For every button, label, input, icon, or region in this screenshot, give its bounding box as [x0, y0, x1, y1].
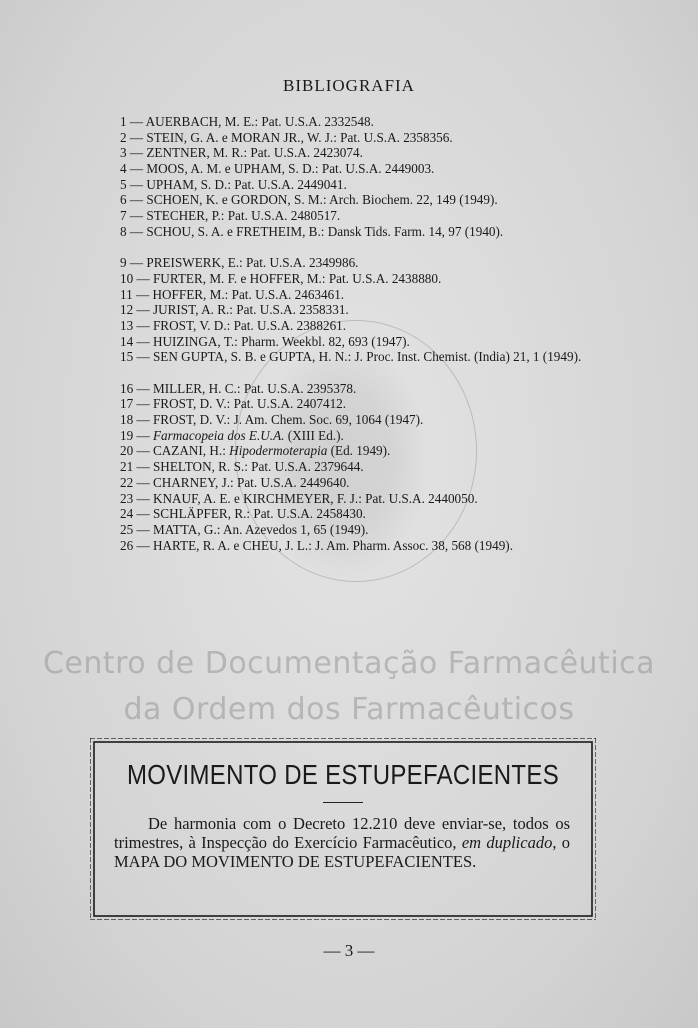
watermark-line-2: da Ordem dos Farmacêuticos [123, 692, 575, 727]
notice-title: MOVIMENTO DE ESTUPEFACIENTES [126, 759, 560, 791]
reference-list [86, 114, 598, 569]
reference-item: 9 — PREISWERK, E.: Pat. U.S.A. 2349986. [120, 255, 359, 271]
reference-item: 10 — FURTER, M. F. e HOFFER, M.: Pat. U.S.A. 2438880. [120, 270, 442, 286]
reference-item: 5 — UPHAM, S. D.: Pat. U.S.A. 2449041. [120, 176, 347, 192]
reference-title-italic: Farmacopeia dos E.U.A. [152, 427, 285, 443]
page-number: — 3 — [323, 941, 375, 960]
reference-item: 16 — MILLER, H. C.: Pat. U.S.A. 2395378. [120, 380, 357, 396]
reference-item: 8 — SCHOU, S. A. e FRETHEIM, B.: Dansk Tids. Farm. 14, 97 (1940). [120, 223, 504, 239]
reference-item: 3 — ZENTNER, M. R.: Pat. U.S.A. 2423074. [120, 145, 363, 161]
notice-body-text-end: , o MAPA DO MOVIMENTO DE ESTUPEFACIENTES. [114, 833, 571, 871]
reference-number: 20 — CAZANI, H.: [120, 443, 230, 459]
bibliography-heading: BIBLIOGRAFIA [283, 76, 415, 95]
notice-body-text: De harmonia com o Decreto 12.210 deve enviar-se, todos os trimestres, à Inspecção do Exercício Farmacêutico, [114, 814, 570, 852]
reference-item: 14 — HUIZINGA, T.: Pharm. Weekbl. 82, 693 (1947). [120, 333, 410, 349]
reference-item: 7 — STECHER, P.: Pat. U.S.A. 2480517. [120, 208, 341, 224]
notice-divider [323, 802, 363, 803]
notice-body [114, 814, 570, 871]
reference-item [86, 443, 598, 459]
reference-suffix: (Ed. 1949). [327, 443, 391, 459]
reference-item: 21 — SHELTON, R. S.: Pat. U.S.A. 2379644. [120, 459, 364, 475]
reference-title-italic: Hipodermoterapia [229, 443, 328, 459]
reference-item: 23 — KNAUF, A. E. e KIRCHMEYER, F. J.: Pat. U.S.A. 2440050. [120, 490, 478, 506]
reference-suffix: (XIII Ed.). [284, 427, 344, 443]
notice-box [90, 738, 596, 920]
reference-item [86, 428, 598, 444]
reference-item: 1 — AUERBACH, M. E.: Pat. U.S.A. 2332548. [120, 114, 374, 129]
reference-item: 22 — CHARNEY, J.: Pat. U.S.A. 2449640. [120, 474, 350, 490]
reference-item: 17 — FROST, D. V.: Pat. U.S.A. 2407412. [120, 396, 347, 412]
notice-body-emphasis: em duplicado [461, 833, 553, 852]
reference-item: 24 — SCHLÄPFER, R.: Pat. U.S.A. 2458430. [120, 506, 366, 522]
reference-item: 2 — STEIN, G. A. e MORAN JR., W. J.: Pat. U.S.A. 2358356. [120, 129, 453, 145]
reference-item: 26 — HARTE, R. A. e CHEU, J. L.: J. Am. Pharm. Assoc. 38, 568 (1949). [120, 537, 513, 553]
reference-item: 12 — JURIST, A. R.: Pat. U.S.A. 2358331. [120, 302, 349, 318]
reference-number: 19 — [120, 427, 153, 443]
reference-item: 18 — FROST, D. V.: J. Am. Chem. Soc. 69, 1064 (1947). [120, 412, 424, 428]
reference-item: 4 — MOOS, A. M. e UPHAM, S. D.: Pat. U.S.A. 2449003. [120, 161, 435, 177]
reference-item: 13 — FROST, V. D.: Pat. U.S.A. 2388261. [120, 317, 347, 333]
reference-item: 15 — SEN GUPTA, S. B. e GUPTA, H. N.: J. Proc. Inst. Chemist. (India) 21, 1 (1949). [120, 349, 582, 365]
watermark-line-1: Centro de Documentação Farmacêutica [42, 646, 656, 681]
reference-item: 6 — SCHOEN, K. e GORDON, S. M.: Arch. Biochem. 22, 149 (1949). [120, 192, 498, 208]
reference-item: 25 — MATTA, G.: An. Azevedos 1, 65 (1949). [120, 521, 369, 537]
reference-item: 11 — HOFFER, M.: Pat. U.S.A. 2463461. [120, 286, 345, 302]
